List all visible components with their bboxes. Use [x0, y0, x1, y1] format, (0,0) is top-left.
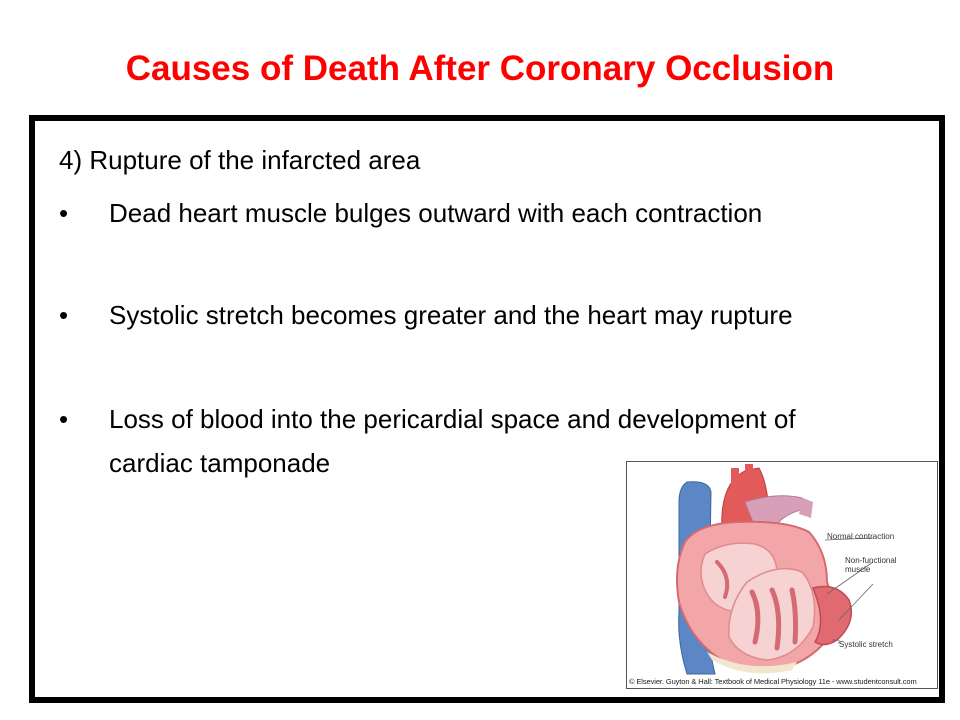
label-normal-contraction: Normal contraction	[827, 532, 895, 541]
label-non-functional-muscle: Non-functional muscle	[845, 556, 897, 574]
bullet-text: Loss of blood into the pericardial space and development of cardiac tamponade	[109, 404, 796, 478]
label-systolic-stretch: Systolic stretch	[839, 640, 893, 649]
section-heading: 4) Rupture of the infarcted area	[59, 145, 421, 175]
slide-title: Causes of Death After Coronary Occlusion	[125, 49, 835, 88]
bullet-dot: •	[59, 404, 69, 434]
figure-credit: © Elsevier. Guyton & Hall: Textbook of Medical Physiology 11e - www.studentconsult.com	[629, 677, 917, 686]
bullet-text: Dead heart muscle bulges outward with each contraction	[109, 198, 763, 228]
heart-diagram	[626, 461, 938, 689]
content-box	[29, 115, 945, 703]
bullet-text: Systolic stretch becomes greater and the heart may rupture	[109, 300, 793, 330]
bullet-dot: •	[59, 198, 69, 228]
heart-illustration	[627, 462, 937, 688]
bullet-dot: •	[59, 300, 69, 330]
